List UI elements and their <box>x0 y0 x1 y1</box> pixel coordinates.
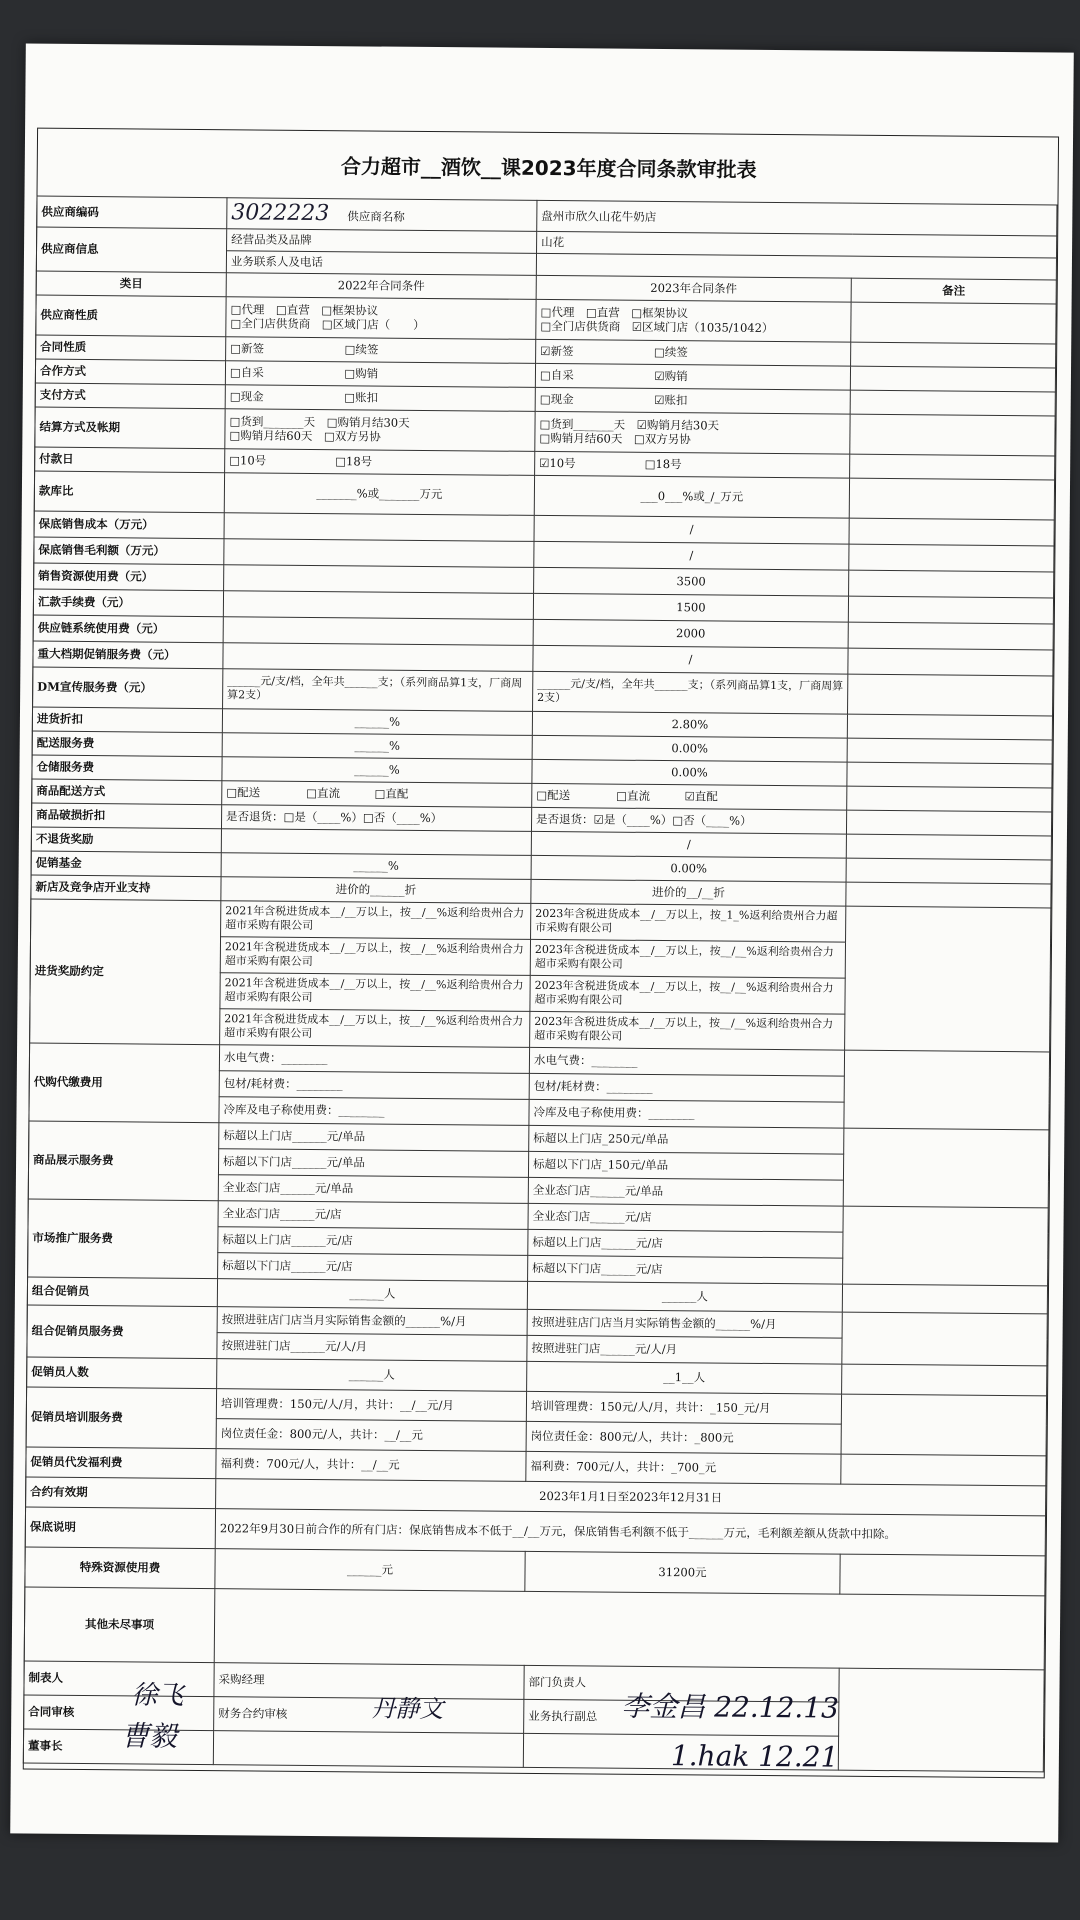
promoter-count-remark <box>842 1364 1047 1396</box>
contact-label: 业务联系人及电话 <box>226 250 536 275</box>
display-2022-1: 标超以上门店______元/单品 <box>219 1122 529 1151</box>
festival-remark <box>848 648 1053 676</box>
col-2023: 2023年合同条件 <box>536 275 851 302</box>
ratio-2022: _______%或_______万元 <box>224 472 534 515</box>
noreturn-remark <box>846 834 1051 860</box>
dist-label: 商品配送方式 <box>32 779 222 805</box>
contract-remark <box>851 342 1056 368</box>
remit-2022 <box>223 590 533 619</box>
combo-fee-2023-1: 按照进驻店门店当月实际销售金额的______%/月 <box>527 1309 842 1338</box>
supplier-name-value: 盘州市欣久山花牛奶店 <box>537 200 1057 235</box>
product-value: 山花 <box>537 231 1057 258</box>
discount-remark <box>847 714 1052 740</box>
ratio-label: 款库比 <box>34 471 224 513</box>
combo-fee-2022-2: 按照进驻门店______元/人/月 <box>217 1332 527 1361</box>
dm-remark <box>848 674 1053 716</box>
supplier-code-cell <box>227 198 537 231</box>
combo-remark <box>842 1284 1047 1314</box>
other-label: 其他未尽事项 <box>24 1587 215 1663</box>
discount-label: 进货折扣 <box>32 707 222 733</box>
dist-2023: □配送 □直流 ☑直配 <box>532 783 847 810</box>
rebate-remark <box>845 906 1051 1052</box>
settle-2022-a: □货到_______天 □购销月结30天 <box>229 413 410 430</box>
agency-2022-2: 包材/耗材费：________ <box>219 1070 529 1099</box>
scm-remark <box>848 622 1053 650</box>
chairman-label: 董事长 <box>23 1729 213 1765</box>
purchase-manager-label: 采购经理 <box>214 1662 524 1699</box>
combo-fee-remark <box>842 1312 1047 1366</box>
market-2023-2: 标超以上门店______元/店 <box>528 1229 843 1258</box>
display-2023-3: 全业态门店______元/单品 <box>528 1177 843 1206</box>
remit-remark <box>848 596 1053 624</box>
settle-2022 <box>225 408 535 451</box>
validity-label: 合约有效期 <box>26 1477 216 1509</box>
agency-2023-1: 水电气费：________ <box>529 1047 844 1076</box>
supplier-code-value: 3022223 <box>231 200 330 227</box>
welfare-label: 促销员代发福利费 <box>26 1447 216 1479</box>
resource-label: 销售资源使用费（元） <box>34 563 224 591</box>
rebate-2022-1: 2021年含税进货成本__/__万以上，按__/__%返利给贵州合力超市采购有限公司 <box>221 900 531 939</box>
coop-2023: □自采 ☑购销 <box>535 363 850 390</box>
market-2022-1: 全业态门店______元/店 <box>218 1200 528 1229</box>
special-2023: 31200元 <box>525 1551 840 1594</box>
settle-2023 <box>535 411 850 454</box>
delivery-fee-2023: 0.00% <box>532 735 847 762</box>
nature-label: 供应商性质 <box>36 295 226 337</box>
rebate-2023-3: 2023年含税进货成本__/__万以上，按__/__%返利给贵州合力超市采购有限公司 <box>530 975 845 1014</box>
combo-fee-label: 组合促销员服务费 <box>27 1305 217 1359</box>
scm-2022 <box>223 616 533 645</box>
guar-cost-remark <box>849 518 1054 546</box>
training-label: 促销员培训服务费 <box>26 1387 217 1449</box>
noreturn-2022 <box>221 828 531 855</box>
storage-remark <box>847 762 1052 788</box>
pay-2022: □现金 □账扣 <box>225 384 535 411</box>
training-2022-2: 岗位责任金：800元/人，共计：__/__元 <box>216 1418 526 1451</box>
newstore-remark <box>846 882 1051 908</box>
market-label: 市场推广服务费 <box>28 1199 219 1279</box>
other-value <box>214 1588 1045 1669</box>
display-2022-3: 全业态门店______元/单品 <box>218 1174 528 1203</box>
rebate-label: 进货奖励约定 <box>30 899 221 1045</box>
col-2022: 2022年合同条件 <box>226 272 536 299</box>
combo-2023: ______人 <box>527 1281 842 1312</box>
supplier-info-label: 供应商信息 <box>36 227 226 273</box>
pay-2023: □现金 ☑账扣 <box>535 387 850 414</box>
signature-review: 曹毅 <box>120 1719 178 1753</box>
nature-2022 <box>226 296 536 339</box>
guar-cost-label: 保底销售成本（万元） <box>34 511 224 539</box>
resource-2022 <box>224 564 534 593</box>
supplier-name-label: 供应商名称 <box>347 209 405 224</box>
pay-label: 支付方式 <box>35 383 225 409</box>
delivery-fee-2022: ______% <box>222 732 532 759</box>
damage-2022: 是否退货：□是（____%）□否（____%） <box>221 804 531 831</box>
rebate-2023-1: 2023年含税进货成本__/__万以上，按_1_%返利给贵州合力超市采购有限公司 <box>531 903 846 942</box>
guar-cost-2023: / <box>534 515 849 544</box>
review-label: 合同审核 <box>24 1695 214 1731</box>
col-category: 类目 <box>36 271 226 297</box>
training-remark <box>841 1394 1047 1456</box>
display-2023-1: 标超以上门店_250元/单品 <box>529 1125 844 1154</box>
signature-remark <box>838 1668 1044 1772</box>
dm-2023: ______元/支/档，全年共______支；（系列商品算1支，厂商周算2支） <box>533 671 848 714</box>
nature-2022-a: □代理 □直营 □框架协议 <box>230 301 379 318</box>
signature-purchase: 丹静文 <box>371 1694 444 1724</box>
market-2023-3: 标超以下门店______元/店 <box>528 1255 843 1284</box>
agency-label: 代购代缴费用 <box>29 1043 220 1123</box>
maker-label: 制表人 <box>24 1661 214 1697</box>
nature-2023-b: □全门店供货商 ☑区域门店（1035/1042） <box>540 318 774 335</box>
promoter-count-2022: ______人 <box>217 1358 527 1391</box>
contract-approval-table <box>23 196 1058 1772</box>
storage-2022: ______% <box>222 756 532 783</box>
remit-label: 汇款手续费（元） <box>33 589 223 617</box>
page-title: 合力超市__酒饮__课2023年度合同条款审批表 <box>340 154 757 182</box>
payday-label: 付款日 <box>35 447 225 473</box>
settle-label: 结算方式及帐期 <box>35 407 225 449</box>
resource-2023: 3500 <box>534 567 849 596</box>
col-remark: 备注 <box>851 278 1056 304</box>
scm-2023: 2000 <box>533 619 848 648</box>
ratio-2023: ___0___%或_/_万元 <box>534 475 849 518</box>
payday-2022: □10号 □18号 <box>225 448 535 475</box>
exec-vp-label: 业务执行副总 <box>524 1699 839 1736</box>
dist-2022: □配送 □直流 □直配 <box>222 780 532 807</box>
damage-2023: 是否退货：☑是（____%）□否（____%） <box>531 807 846 834</box>
signature-exec: 1.hak 12.21 <box>670 1739 839 1774</box>
contract-label: 合同性质 <box>36 335 226 361</box>
promo-fund-label: 促销基金 <box>31 851 221 877</box>
noreturn-label: 不退货奖励 <box>31 827 221 853</box>
coop-2022: □自采 □购销 <box>225 360 535 387</box>
ratio-remark <box>849 478 1054 520</box>
scm-label: 供应链系统使用费（元） <box>33 615 223 643</box>
special-remark <box>840 1554 1045 1596</box>
promo-fund-2023: 0.00% <box>531 855 846 882</box>
coop-label: 合作方式 <box>35 359 225 385</box>
delivery-fee-label: 配送服务费 <box>32 731 222 757</box>
agency-2023-3: 冷库及电子称使用费：________ <box>529 1099 844 1128</box>
agency-2022-3: 冷库及电子称使用费：________ <box>219 1096 529 1125</box>
payday-remark <box>850 454 1055 480</box>
training-2023-2: 岗位责任金：800元/人，共计：_800元 <box>526 1421 841 1454</box>
newstore-2022: 进价的______折 <box>221 876 531 903</box>
agency-remark <box>844 1050 1050 1130</box>
chairman-blank-1 <box>213 1730 523 1767</box>
remit-2023: 1500 <box>533 593 848 622</box>
storage-2023: 0.00% <box>532 759 847 786</box>
rebate-2023-4: 2023年含税进货成本__/__万以上，按__/__%返利给贵州合力超市采购有限公司 <box>530 1011 845 1050</box>
market-2022-2: 标超以上门店______元/店 <box>218 1226 528 1255</box>
settle-2023-a: □货到_______天 ☑购销月结30天 <box>539 416 720 433</box>
guarantee-label: 保底说明 <box>25 1507 215 1549</box>
display-label: 商品展示服务费 <box>28 1121 219 1201</box>
contract-2022: □新签 □续签 <box>226 336 536 363</box>
resource-remark <box>849 570 1054 598</box>
nature-2022-b: □全门店供货商 □区域门店（ ） <box>230 316 425 332</box>
validity-value: 2023年1月1日至2023年12月31日 <box>216 1478 1046 1515</box>
signature-dept: 李金昌 22.12.13 <box>621 1689 840 1725</box>
festival-2022 <box>223 642 533 671</box>
product-label: 经营品类及品牌 <box>227 228 537 253</box>
festival-label: 重大档期促销服务费（元） <box>33 641 223 669</box>
combo-label: 组合促销员 <box>27 1277 217 1307</box>
promoter-count-label: 促销员人数 <box>27 1357 217 1389</box>
nature-2023-a: □代理 □直营 □框架协议 <box>540 304 689 320</box>
rebate-2023-2: 2023年含税进货成本__/__万以上，按__/__%返利给贵州合力超市采购有限公司 <box>530 939 845 978</box>
promo-fund-2022: ______% <box>221 852 531 879</box>
rebate-2022-4: 2021年含税进货成本__/__万以上，按__/__%返利给贵州合力超市采购有限公司 <box>220 1008 530 1047</box>
rebate-2022-3: 2021年含税进货成本__/__万以上，按__/__%返利给贵州合力超市采购有限公司 <box>220 972 530 1011</box>
festival-2023: / <box>533 645 848 674</box>
guar-margin-remark <box>849 544 1054 572</box>
market-2022-3: 标超以下门店______元/店 <box>218 1252 528 1281</box>
newstore-2023: 进价的__/__折 <box>531 879 846 906</box>
nature-2023 <box>536 299 851 342</box>
combo-fee-2022-1: 按照进驻店门店当月实际销售金额的______%/月 <box>217 1306 527 1335</box>
coop-remark <box>850 366 1055 392</box>
promoter-count-2023: __1__人 <box>527 1361 842 1394</box>
welfare-2022: 福利费：700元/人，共计：__/__元 <box>216 1448 526 1481</box>
dm-2022: ______元/支/档，全年共______支；（系列商品算1支，厂商周算2支） <box>223 668 533 711</box>
discount-2023: 2.80% <box>532 711 847 738</box>
welfare-2023: 福利费：700元/人，共计：_700_元 <box>526 1451 841 1484</box>
display-2022-2: 标超以下门店______元/单品 <box>218 1148 528 1177</box>
damage-label: 商品破损折扣 <box>31 803 221 829</box>
guar-margin-2022 <box>224 538 534 567</box>
agency-2023-2: 包材/耗材费：________ <box>529 1073 844 1102</box>
newstore-label: 新店及竞争店开业支持 <box>31 875 221 901</box>
settle-2023-b: □购销月结60天 □双方另协 <box>539 430 691 447</box>
supplier-code-label: 供应商编码 <box>37 196 227 228</box>
welfare-remark <box>841 1454 1046 1486</box>
dist-remark <box>847 786 1052 812</box>
market-remark <box>843 1206 1049 1286</box>
contract-2023: ☑新签 □续签 <box>536 339 851 366</box>
settle-2022-b: □购销月结60天 □双方另协 <box>229 428 381 444</box>
display-2023-2: 标超以下门店_150元/单品 <box>528 1151 843 1180</box>
special-label: 特殊资源使用费 <box>25 1547 215 1589</box>
discount-2022: ______% <box>222 708 532 735</box>
display-remark <box>843 1128 1049 1208</box>
training-2022-1: 培训管理费：150元/人/月，共计：__/__元/月 <box>216 1388 526 1421</box>
pay-remark <box>850 390 1055 416</box>
noreturn-2023: / <box>531 831 846 858</box>
combo-2022: ______人 <box>217 1278 527 1309</box>
rebate-2022-2: 2021年含税进货成本__/__万以上，按__/__%返利给贵州合力超市采购有限公司 <box>220 936 530 975</box>
nature-remark <box>851 302 1056 344</box>
guar-margin-label: 保底销售毛利额（万元） <box>34 537 224 565</box>
payday-2023: ☑10号 □18号 <box>535 451 850 478</box>
settle-remark <box>850 414 1055 456</box>
market-2023-1: 全业态门店______元/店 <box>528 1203 843 1232</box>
approval-sheet <box>10 43 1074 1842</box>
delivery-fee-remark <box>847 738 1052 764</box>
damage-remark <box>846 810 1051 836</box>
dept-head-label: 部门负责人 <box>524 1665 839 1702</box>
training-2023-1: 培训管理费：150元/人/月，共计：_150_元/月 <box>526 1391 841 1424</box>
promo-fund-remark <box>846 858 1051 884</box>
dm-label: DM宣传服务费（元） <box>33 667 223 709</box>
signature-maker: 徐飞 <box>131 1680 184 1711</box>
guarantee-value: 2022年9月30日前合作的所有门店：保底销售成本不低于__/__万元，保底销售毛利额不低于______万元，毛利额差额从货款中扣除。 <box>215 1508 1045 1555</box>
special-2022: ______元 <box>215 1548 525 1591</box>
guar-margin-2023: / <box>534 541 849 570</box>
storage-label: 仓储服务费 <box>32 755 222 781</box>
combo-fee-2023-2: 按照进驻门店______元/人/月 <box>527 1335 842 1364</box>
agency-2022-1: 水电气费：________ <box>219 1044 529 1073</box>
finance-label: 财务合约审核 <box>214 1696 524 1733</box>
guar-cost-2022 <box>224 512 534 541</box>
